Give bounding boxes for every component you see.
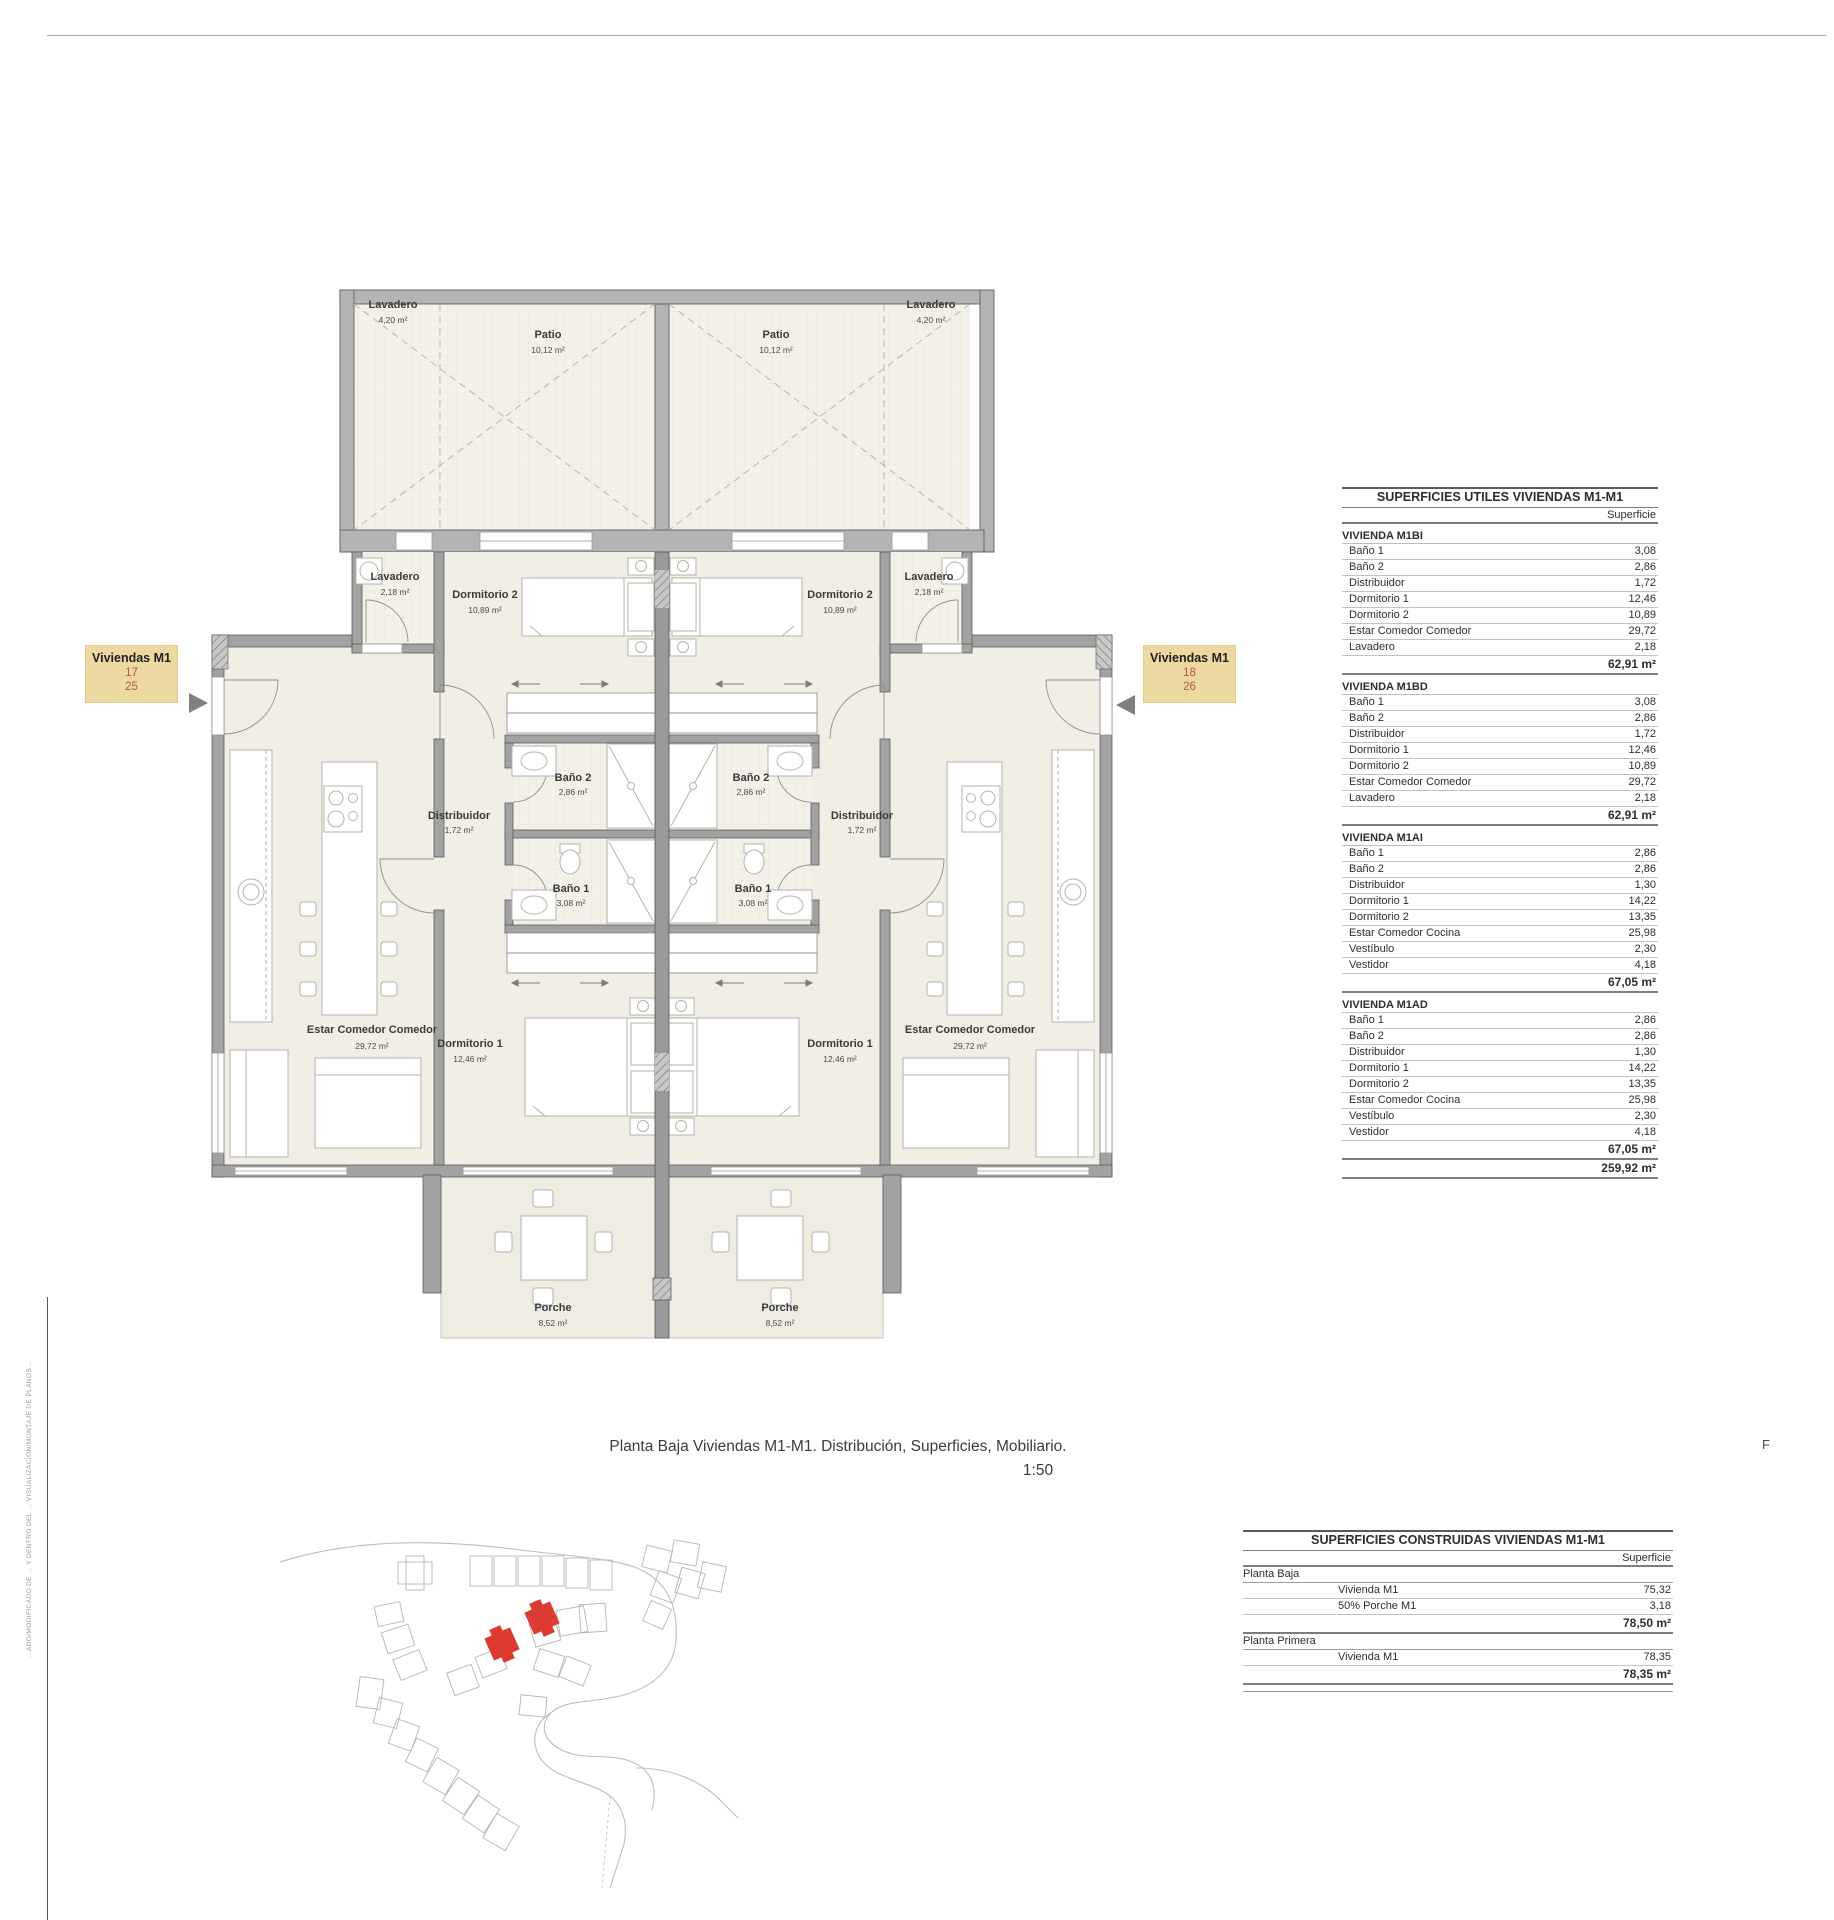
svg-text:1,72 m²: 1,72 m² [847, 825, 877, 835]
table-row: Vestidor 4,18 [1342, 958, 1658, 974]
table-row: Distribuidor 1,72 [1342, 727, 1658, 743]
utiles-section-rows [1342, 1013, 1658, 1141]
site-plan [280, 1500, 740, 1920]
site-roads [280, 1543, 738, 1888]
svg-text:3,08 m²: 3,08 m² [556, 898, 586, 908]
table-row: Dormitorio 1 12,46 [1342, 592, 1658, 608]
construidas-title: SUPERFICIES CONSTRUIDAS VIVIENDAS M1-M1 [1243, 1530, 1673, 1551]
table-row: Baño 1 3,08 [1342, 544, 1658, 560]
drawing-caption: Planta Baja Viviendas M1-M1. Distribución, Superficies, Mobiliario. [609, 1438, 1067, 1455]
svg-text:29,72 m²: 29,72 m² [355, 1041, 389, 1051]
utiles-section-header: VIVIENDA M1BD [1342, 680, 1658, 695]
construidas-group-header: Planta Baja [1243, 1567, 1673, 1583]
utiles-section-rows [1342, 846, 1658, 974]
svg-text:Baño 1: Baño 1 [734, 883, 772, 895]
floor-plan [150, 230, 1160, 1340]
table-row: Vivienda M1 75,32 [1243, 1583, 1673, 1599]
unit-callout-left-title: Viviendas M1 [92, 651, 171, 665]
svg-text:Distribuidor: Distribuidor [830, 810, 894, 822]
svg-text:10,12 m²: 10,12 m² [759, 345, 793, 355]
svg-text:Dormitorio 2: Dormitorio 2 [807, 589, 873, 601]
clipped-edge-letter: F [1762, 1437, 1770, 1452]
svg-text:29,72 m²: 29,72 m² [953, 1041, 987, 1051]
svg-text:3,08 m²: 3,08 m² [738, 898, 768, 908]
construidas-group-rows [1243, 1650, 1673, 1666]
svg-text:Lavadero: Lavadero [906, 299, 956, 311]
table-row: Estar Comedor Cocina 25,98 [1342, 1093, 1658, 1109]
table-row: Lavadero 2,18 [1342, 791, 1658, 807]
table-row: Vestidor 4,18 [1342, 1125, 1658, 1141]
table-row: Baño 1 2,86 [1342, 1013, 1658, 1029]
construidas-colhead: Superficie [1243, 1551, 1673, 1567]
table-row: Distribuidor 1,30 [1342, 1045, 1658, 1061]
table-row: Baño 2 2,86 [1342, 560, 1658, 576]
table-row: Vestíbulo 2,30 [1342, 1109, 1658, 1125]
svg-text:Dormitorio 2: Dormitorio 2 [452, 589, 518, 601]
svg-text:10,89 m²: 10,89 m² [823, 605, 857, 615]
table-row: Dormitorio 1 12,46 [1342, 743, 1658, 759]
svg-text:2,18 m²: 2,18 m² [380, 587, 410, 597]
svg-text:4,20 m²: 4,20 m² [916, 315, 946, 325]
svg-text:Baño 2: Baño 2 [732, 772, 770, 784]
utiles-section-rows [1342, 544, 1658, 656]
patio-block [340, 290, 994, 552]
utiles-colhead: Superficie [1342, 508, 1658, 524]
construidas-group-header: Planta Primera [1243, 1634, 1673, 1650]
site-highlighted-buildings [482, 1596, 562, 1666]
table-row: Dormitorio 2 10,89 [1342, 759, 1658, 775]
table-superficies-construidas [1243, 1530, 1673, 1692]
site-buildings [356, 1540, 726, 1851]
svg-text:10,12 m²: 10,12 m² [531, 345, 565, 355]
svg-text:8,52 m²: 8,52 m² [765, 1318, 795, 1328]
table-row: Dormitorio 2 13,35 [1342, 910, 1658, 926]
construidas-subtotal: 78,35 m² [1243, 1666, 1673, 1685]
unit-callout-right-number-1: 18 [1183, 667, 1196, 679]
construidas-subtotal: 78,50 m² [1243, 1615, 1673, 1634]
sheet-frame-top-line [47, 35, 1826, 36]
unit-callout-right-title: Viviendas M1 [1150, 651, 1229, 665]
svg-text:Dormitorio 1: Dormitorio 1 [437, 1038, 503, 1050]
construidas-group-rows [1243, 1583, 1673, 1615]
table-row: Vestíbulo 2,30 [1342, 942, 1658, 958]
table-row: Baño 2 2,86 [1342, 862, 1658, 878]
table-row: Estar Comedor Comedor 29,72 [1342, 775, 1658, 791]
svg-text:Lavadero: Lavadero [370, 571, 420, 583]
svg-text:8,52 m²: 8,52 m² [538, 1318, 568, 1328]
unit-graphics-left [212, 552, 662, 1338]
svg-text:12,46 m²: 12,46 m² [823, 1054, 857, 1064]
table-row: 50% Porche M1 3,18 [1243, 1599, 1673, 1615]
svg-text:12,46 m²: 12,46 m² [453, 1054, 487, 1064]
unit-callout-left-number-1: 17 [125, 667, 138, 679]
utiles-section-header: VIVIENDA M1BI [1342, 529, 1658, 544]
svg-text:4,20 m²: 4,20 m² [378, 315, 408, 325]
table-row: Distribuidor 1,30 [1342, 878, 1658, 894]
svg-text:Estar Comedor Comedor: Estar Comedor Comedor [306, 1024, 438, 1036]
table-row: Lavadero 2,18 [1342, 640, 1658, 656]
svg-text:Dormitorio 1: Dormitorio 1 [807, 1038, 873, 1050]
svg-text:Porche: Porche [761, 1302, 799, 1314]
svg-text:Patio: Patio [762, 329, 790, 341]
svg-text:Baño 2: Baño 2 [554, 772, 592, 784]
table-row: Vivienda M1 78,35 [1243, 1650, 1673, 1666]
utiles-title: SUPERFICIES UTILES VIVIENDAS M1-M1 [1342, 487, 1658, 508]
utiles-subtotal: 67,05 m² [1342, 974, 1658, 993]
table-row: Baño 2 2,86 [1342, 711, 1658, 727]
unit-callout-left-number-2: 25 [125, 681, 138, 693]
sheet-side-note: …ADO/MODIFICADO DE … Y DENTRO DEL … VISUALIZACIÓN/MONTAJE DE PLANOS… [26, 1360, 33, 1658]
table-row: Dormitorio 2 13,35 [1342, 1077, 1658, 1093]
svg-text:Baño 1: Baño 1 [552, 883, 590, 895]
svg-text:Porche: Porche [534, 1302, 572, 1314]
table-row: Baño 1 3,08 [1342, 695, 1658, 711]
table-row: Estar Comedor Cocina 25,98 [1342, 926, 1658, 942]
svg-text:Patio: Patio [534, 329, 562, 341]
table-row: Distribuidor 1,72 [1342, 576, 1658, 592]
utiles-section-rows [1342, 695, 1658, 807]
site-road-dotted [602, 1796, 610, 1888]
table-row: Estar Comedor Comedor 29,72 [1342, 624, 1658, 640]
utiles-section-header: VIVIENDA M1AD [1342, 998, 1658, 1013]
unit-graphics-right [662, 552, 1112, 1338]
utiles-subtotal: 62,91 m² [1342, 656, 1658, 675]
svg-text:2,86 m²: 2,86 m² [558, 787, 588, 797]
table-row: Baño 1 2,86 [1342, 846, 1658, 862]
table-row: Dormitorio 1 14,22 [1342, 1061, 1658, 1077]
svg-text:Estar Comedor Comedor: Estar Comedor Comedor [904, 1024, 1036, 1036]
svg-text:Distribuidor: Distribuidor [427, 810, 491, 822]
construidas-end-rule [1243, 1685, 1673, 1692]
svg-text:2,18 m²: 2,18 m² [914, 587, 944, 597]
table-superficies-utiles [1342, 487, 1658, 1179]
party-wall [653, 552, 671, 1338]
table-row: Dormitorio 2 10,89 [1342, 608, 1658, 624]
utiles-subtotal: 67,05 m² [1342, 1141, 1658, 1160]
svg-text:Lavadero: Lavadero [368, 299, 418, 311]
table-row: Dormitorio 1 14,22 [1342, 894, 1658, 910]
unit-callout-right-number-2: 26 [1183, 681, 1196, 693]
table-row: Baño 2 2,86 [1342, 1029, 1658, 1045]
utiles-subtotal: 62,91 m² [1342, 807, 1658, 826]
sheet-frame-left-line [47, 1297, 48, 1920]
svg-text:Lavadero: Lavadero [904, 571, 954, 583]
utiles-section-header: VIVIENDA M1AI [1342, 831, 1658, 846]
svg-text:10,89 m²: 10,89 m² [468, 605, 502, 615]
svg-text:2,86 m²: 2,86 m² [736, 787, 766, 797]
svg-text:1,72 m²: 1,72 m² [444, 825, 474, 835]
drawing-scale: 1:50 [1022, 1462, 1054, 1479]
utiles-total: 259,92 m² [1342, 1160, 1658, 1179]
